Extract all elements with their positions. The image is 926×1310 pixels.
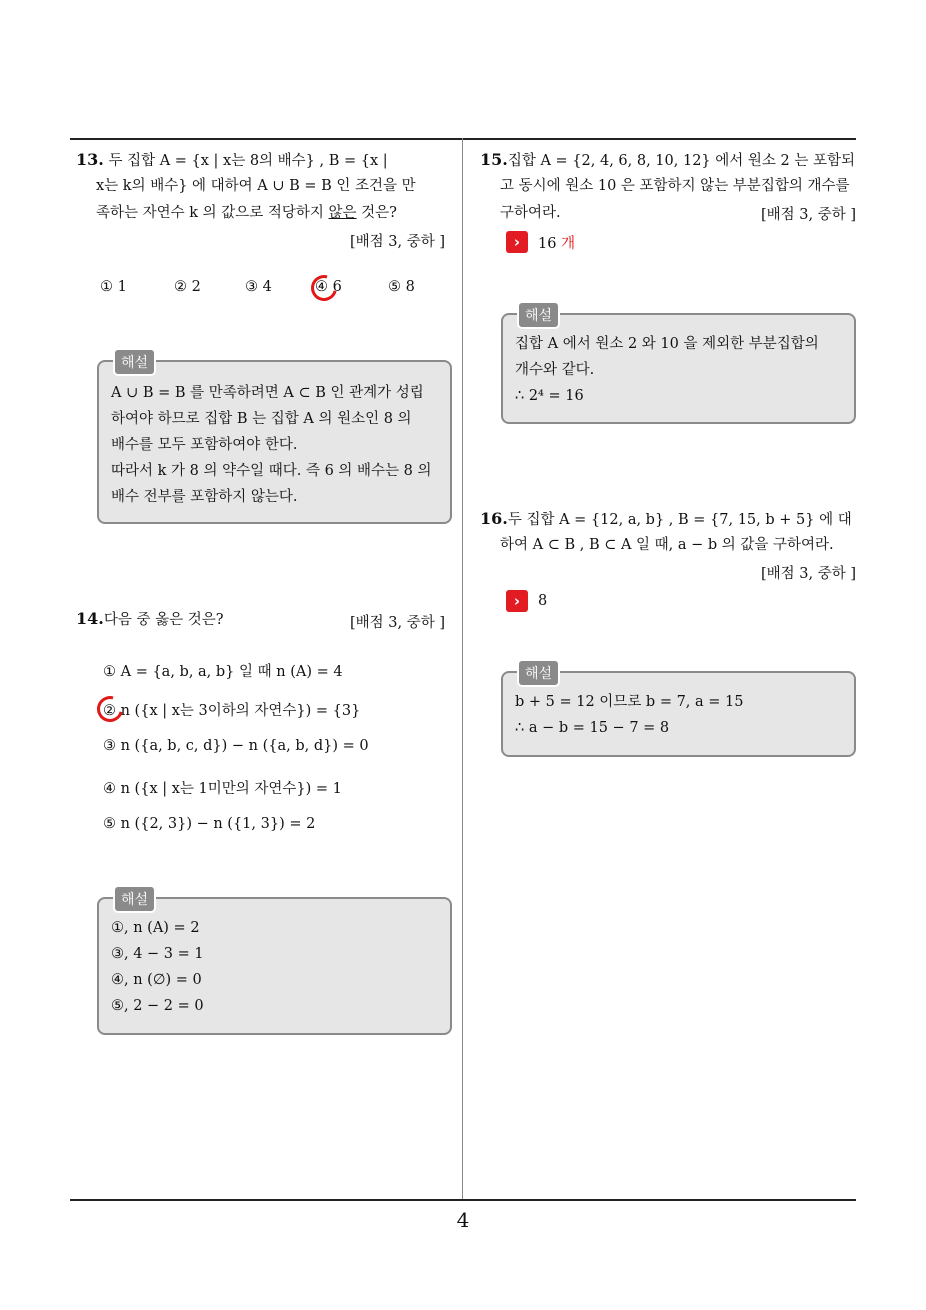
question-text-line: 하여 A ⊂ B , B ⊂ A 일 때, a − b 의 값을 구하여라. — [500, 537, 834, 553]
question-number: 16. — [480, 509, 508, 528]
choice-1[interactable]: ① 1 — [100, 279, 127, 295]
chevron-right-icon: › — [506, 231, 528, 253]
solution-box — [501, 666, 856, 757]
choice-2[interactable]: ② 2 — [174, 279, 201, 295]
bottom-rule — [70, 1199, 856, 1201]
question-text-line: 족하는 자연수 k 의 값으로 적당하지 — [96, 205, 329, 221]
solution-tag: 해설 — [113, 885, 156, 913]
question-text-line: 두 집합 A = {x | x는 8의 배수} , B = {x | — [108, 153, 388, 169]
answer — [506, 590, 547, 612]
solution-tag: 해설 — [113, 348, 156, 376]
chevron-right-icon: › — [506, 590, 528, 612]
question-text-line: 집합 A = {2, 4, 6, 8, 10, 12} 에서 원소 2 는 포함되 — [507, 153, 855, 169]
question-text: 다음 중 옳은 것은? — [103, 612, 224, 628]
question-number: 14. — [76, 609, 104, 628]
column-divider — [462, 138, 463, 1200]
choice-4[interactable]: ④ n ({x | x는 1미만의 자연수}) = 1 — [103, 781, 342, 797]
solution-line: 하여야 하므로 집합 B 는 집합 A 의 원소인 8 의 — [111, 411, 412, 427]
solution-line: 집합 A 에서 원소 2 와 10 을 제외한 부분집합의 — [515, 336, 819, 352]
answer — [506, 231, 575, 253]
solution-line: 따라서 k 가 8 의 약수일 때다. 즉 6 의 배수는 8 의 — [111, 463, 432, 479]
answer-value: 8 — [538, 593, 548, 609]
choice-2[interactable]: ② n ({x | x는 3이하의 자연수}) = {3} — [103, 703, 361, 719]
question-text-line: x는 k의 배수} 에 대하여 A ∪ B = B 인 조건을 만 — [96, 178, 416, 194]
solution-line: 배수를 모두 포함하여야 한다. — [111, 437, 298, 453]
question-number: 15. — [480, 150, 508, 169]
top-rule — [70, 138, 856, 140]
solution-line: ⑤, 2 − 2 = 0 — [111, 998, 204, 1014]
underlined-word: 않은 — [328, 205, 357, 221]
choice-5[interactable]: ⑤ n ({2, 3}) − n ({1, 3}) = 2 — [103, 816, 316, 832]
choice-3[interactable]: ③ 4 — [245, 279, 272, 295]
choice-4[interactable]: ④ 6 — [315, 279, 342, 295]
red-circle-mark-icon — [92, 691, 128, 727]
solution-line: A ∪ B = B 를 만족하려면 A ⊂ B 인 관계가 성립 — [111, 385, 424, 401]
score-meta: [배점 3, 중하 ] — [350, 615, 446, 631]
score-meta: [배점 3, 중하 ] — [761, 566, 857, 582]
answer-value: 16 — [538, 235, 557, 252]
question-number: 13. — [76, 150, 104, 169]
choice-5[interactable]: ⑤ 8 — [388, 279, 415, 295]
solution-box — [97, 355, 452, 524]
question-text-line: 구하여라. — [500, 205, 561, 221]
score-meta: [배점 3, 중하 ] — [350, 234, 446, 250]
solution-tag: 해설 — [517, 301, 560, 329]
question-text-line: 고 동시에 원소 10 은 포함하지 않는 부분집합의 개수를 — [500, 178, 850, 194]
solution-line: 배수 전부를 포함하지 않는다. — [111, 489, 298, 505]
question-text-end: 것은? — [356, 205, 397, 221]
choice-3[interactable]: ③ n ({a, b, c, d}) − n ({a, b, d}) = 0 — [103, 738, 369, 754]
solution-line: ∴ a − b = 15 − 7 = 8 — [515, 720, 670, 736]
question-text-line: 두 집합 A = {12, a, b} , B = {7, 15, b + 5} 에 대 — [507, 512, 852, 528]
page-number: 4 — [456, 1208, 470, 1232]
solution-box — [97, 892, 452, 1035]
solution-line: b + 5 = 12 이므로 b = 7, a = 15 — [515, 694, 744, 710]
solution-line: 개수와 같다. — [515, 362, 595, 378]
score-meta: [배점 3, 중하 ] — [761, 207, 857, 223]
solution-line: ④, n (∅) = 0 — [111, 972, 202, 988]
solution-line: ∴ 2⁴ = 16 — [515, 388, 584, 404]
choice-1[interactable]: ① A = {a, b, a, b} 일 때 n (A) = 4 — [103, 664, 343, 680]
choice-list — [100, 279, 440, 301]
solution-line: ①, n (A) = 2 — [111, 920, 200, 936]
solution-line: ③, 4 − 3 = 1 — [111, 946, 204, 962]
solution-tag: 해설 — [517, 659, 560, 687]
solution-box — [501, 308, 856, 424]
answer-unit: 개 — [561, 235, 576, 252]
